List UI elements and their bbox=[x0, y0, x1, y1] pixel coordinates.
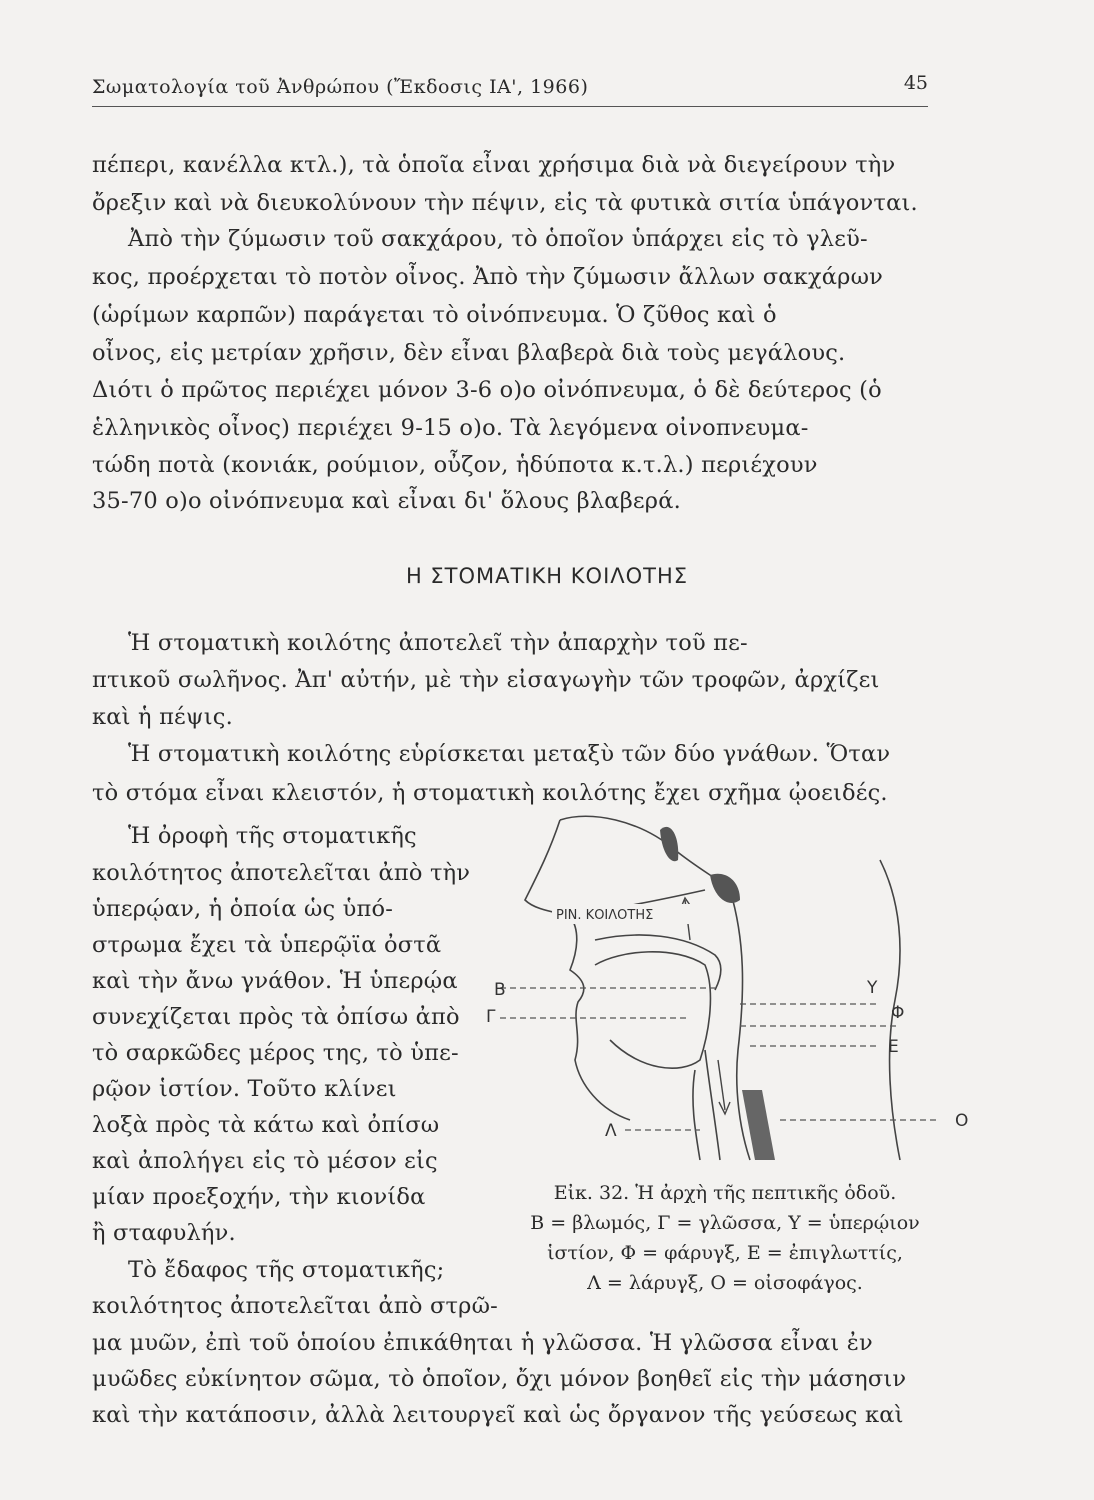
text-line: καὶ ἀπολήγει εἰς τὸ μέσον εἰς bbox=[92, 1148, 438, 1174]
page-header bbox=[92, 72, 928, 107]
text-line: ρῷον ἱστίον. Τοῦτο κλίνει bbox=[92, 1076, 397, 1102]
label-l: Λ bbox=[605, 1121, 617, 1141]
text-line: Τὸ ἔδαφος τῆς στοματικῆς; bbox=[128, 1257, 445, 1283]
text-line: καὶ τὴν ἄνω γνάθον. Ἡ ὑπερῴα bbox=[92, 968, 458, 994]
text-line: ἑλληνικὸς οἶνος) περιέχει 9-15 ο)ο. Τὰ λεγόμενα οἰνοπνευμα- bbox=[92, 415, 809, 441]
running-title: Σωματολογία τοῦ Ἀνθρώπου (Ἔκδοσις ΙΑ', 1966) bbox=[92, 76, 589, 98]
label-o: Ο bbox=[955, 1111, 969, 1131]
caption-line: Εἰκ. 32. Ἡ ἀρχὴ τῆς πεπτικῆς ὁδοῦ. bbox=[553, 1182, 897, 1204]
text-line: καὶ τὴν κατάποσιν, ἀλλὰ λειτουργεῖ καὶ ὡς ὄργανον τῆς γεύσεως καὶ bbox=[92, 1402, 904, 1428]
text-line: λοξὰ πρὸς τὰ κάτω καὶ ὀπίσω bbox=[92, 1112, 440, 1138]
text-line: ὑπερῴαν, ἡ ὁποία ὡς ὑπό- bbox=[92, 896, 394, 922]
text-line: (ὡρίμων καρπῶν) παράγεται τὸ οἰνόπνευμα. Ὁ ζῦθος καὶ ὁ bbox=[92, 302, 777, 328]
text-line: τὸ στόμα εἶναι κλειστόν, ἡ στοματικὴ κοιλότης ἔχει σχῆμα ᾠοειδές. bbox=[92, 780, 888, 806]
text-line: καὶ ἡ πέψις. bbox=[92, 704, 233, 730]
text-line: Διότι ὁ πρῶτος περιέχει μόνον 3-6 ο)ο οἰνόπνευμα, ὁ δὲ δεύτερος (ὁ bbox=[92, 377, 882, 403]
text-line: τώδη ποτὰ (κονιάκ, ρούμιον, οὖζον, ἡδύποτα κ.τ.λ.) περιέχουν bbox=[92, 452, 818, 478]
text-line: μίαν προεξοχήν, τὴν κιονίδα bbox=[92, 1184, 426, 1210]
figure-caption bbox=[505, 1178, 945, 1298]
label-e: Ε bbox=[888, 1037, 899, 1057]
text-line: μυῶδες εὐκίνητον σῶμα, τὸ ὁποῖον, ὄχι μόνον βοηθεῖ εἰς τὴν μάσησιν bbox=[92, 1366, 907, 1392]
digestive-tract-figure bbox=[486, 790, 970, 1170]
text-line: συνεχίζεται πρὸς τὰ ὀπίσω ἀπὸ bbox=[92, 1004, 460, 1030]
text-line: μα μυῶν, ἐπὶ τοῦ ὁποίου ἐπικάθηται ἡ γλῶσσα. Ἡ γλῶσσα εἶναι ἐν bbox=[92, 1330, 873, 1356]
text-line: Ἡ ὀροφὴ τῆς στοματικῆς bbox=[128, 823, 417, 849]
section-heading: Η ΣΤΟΜΑΤΙΚΗ ΚΟΙΛΟΤΗΣ bbox=[405, 564, 689, 588]
text-line: κος, προέρχεται τὸ ποτὸν οἶνος. Ἀπὸ τὴν ζύμωσιν ἄλλων σακχάρων bbox=[92, 264, 884, 290]
text-line: 35-70 ο)ο οἰνόπνευμα καὶ εἶναι δι' ὅλους βλαβερά. bbox=[92, 488, 681, 514]
text-line: Ἡ στοματικὴ κοιλότης ἀποτελεῖ τὴν ἀπαρχὴν τοῦ πε- bbox=[128, 630, 748, 656]
text-line: τὸ σαρκῶδες μέρος της, τὸ ὑπε- bbox=[92, 1040, 459, 1066]
text-line: οἶνος, εἰς μετρίαν χρῆσιν, δὲν εἶναι βλαβερὰ διὰ τοὺς μεγάλους. bbox=[92, 340, 846, 366]
caption-line: Λ = λάρυγξ, Ο = οἰσοφάγος. bbox=[587, 1272, 863, 1294]
text-line: πέπερι, κανέλλα κτλ.), τὰ ὁποῖα εἶναι χρήσιμα διὰ νὰ διεγείρουν τὴν bbox=[92, 152, 896, 178]
label-y: Υ bbox=[867, 978, 878, 998]
text-line: κοιλότητος ἀποτελεῖται ἀπὸ στρῶ- bbox=[92, 1293, 498, 1319]
label-b: Β bbox=[494, 980, 506, 1000]
text-line: στρωμα ἔχει τὰ ὑπερῷϊα ὀστᾶ bbox=[92, 932, 442, 958]
label-f: Φ bbox=[891, 1003, 905, 1023]
text-line: ὄρεξιν καὶ νὰ διευκολύνουν τὴν πέψιν, εἰς τὰ φυτικὰ σιτία ὑπάγονται. bbox=[92, 190, 918, 216]
text-line: Ἀπὸ τὴν ζύμωσιν τοῦ σακχάρου, τὸ ὁποῖον ὑπάρχει εἰς τὸ γλεῦ- bbox=[128, 226, 868, 252]
page-number: 45 bbox=[903, 72, 928, 94]
caption-line: Β = βλωμός, Γ = γλῶσσα, Υ = ὑπερῴιον bbox=[530, 1212, 920, 1234]
text-line: πτικοῦ σωλῆνος. Ἀπ' αὐτήν, μὲ τὴν εἰσαγωγὴν τῶν τροφῶν, ἀρχίζει bbox=[92, 667, 880, 693]
label-nasal-cavity: ΡΙΝ. ΚΟΙΛΟΤΗΣ bbox=[556, 908, 654, 923]
text-line: ἢ σταφυλήν. bbox=[92, 1220, 236, 1246]
label-g: Γ bbox=[486, 1007, 496, 1027]
text-line: Ἡ στοματικὴ κοιλότης εὑρίσκεται μεταξὺ τῶν δύο γνάθων. Ὅταν bbox=[128, 741, 891, 767]
text-line: κοιλότητος ἀποτελεῖται ἀπὸ τὴν bbox=[92, 860, 471, 886]
caption-line: ἱστίον, Φ = φάρυγξ, Ε = ἐπιγλωττίς, bbox=[547, 1242, 903, 1264]
